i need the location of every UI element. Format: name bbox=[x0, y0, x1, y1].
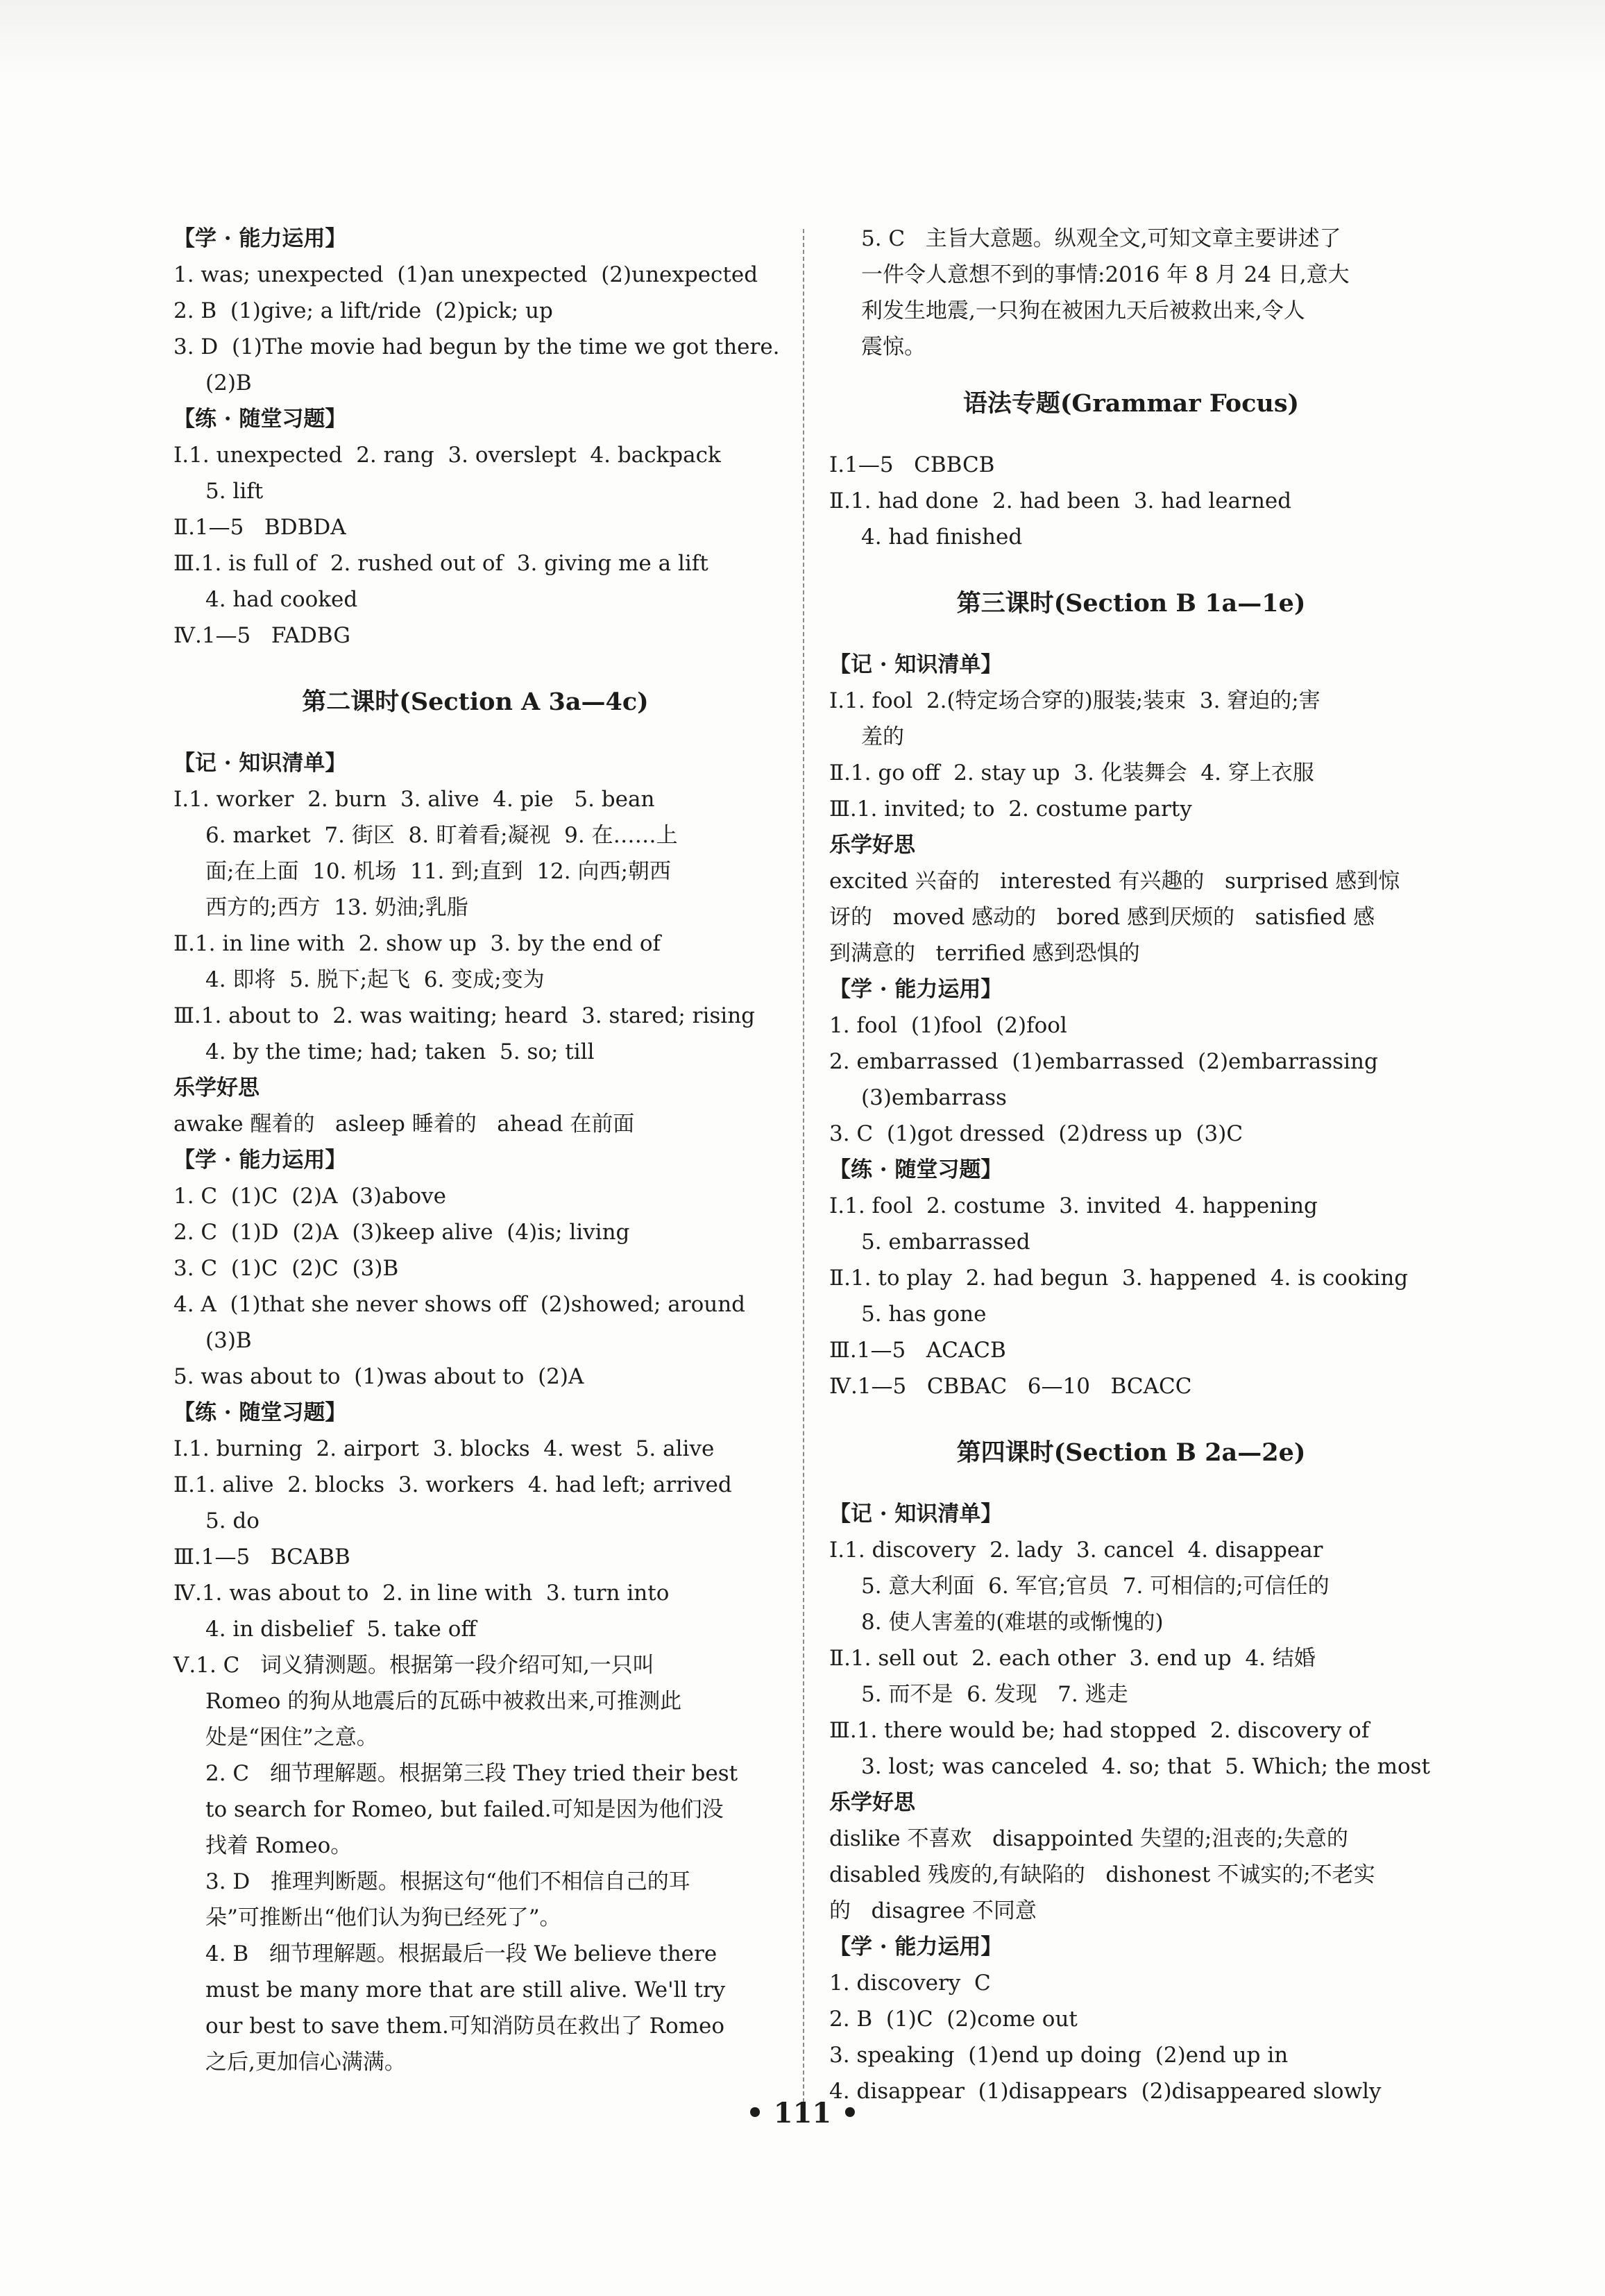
left-section-lesson2 bbox=[173, 745, 777, 2080]
answer-line: 西方的;西方 13. 奶油;乳脂 bbox=[205, 895, 468, 920]
answer-line: disabled 残废的,有缺陷的 dishonest 不诚实的;不老实 bbox=[829, 1862, 1375, 1887]
section-label: 【练 · 随堂习题】 bbox=[829, 1157, 1003, 1182]
answer-line: 1. was; unexpected (1)an unexpected (2)unexpected bbox=[173, 262, 758, 287]
answer-line: 5. embarrassed bbox=[861, 1230, 1030, 1255]
section-label: 乐学好思 bbox=[829, 833, 915, 858]
section-label: 乐学好思 bbox=[173, 1075, 260, 1100]
answer-line: Ⅰ.1. burning 2. airport 3. blocks 4. west 5. alive bbox=[173, 1436, 715, 1461]
section-label: 【学 · 能力运用】 bbox=[173, 1148, 347, 1173]
answer-line: dislike 不喜欢 disappointed 失望的;沮丧的;失意的 bbox=[829, 1826, 1348, 1851]
answer-line: 1. C (1)C (2)A (3)above bbox=[173, 1184, 446, 1209]
answer-line: Ⅲ.1. there would be; had stopped 2. discovery of bbox=[829, 1718, 1370, 1743]
answer-line: 之后,更加信心满满。 bbox=[205, 2050, 406, 2075]
answer-line: Ⅲ.1. invited; to 2. costume party bbox=[829, 797, 1192, 822]
answer-line: 一件令人意想不到的事情:2016 年 8 月 24 日,意大 bbox=[861, 262, 1350, 287]
answer-line: 朵”可推断出“他们认为狗已经死了”。 bbox=[205, 1905, 561, 1930]
answer-line: Ⅰ.1. worker 2. burn 3. alive 4. pie 5. bean bbox=[173, 787, 655, 812]
answer-line: Ⅱ.1. alive 2. blocks 3. workers 4. had left; arrived bbox=[173, 1472, 732, 1497]
lesson2-heading: 第二课时(Section A 3a—4c) bbox=[302, 688, 649, 716]
lesson4-heading: 第四课时(Section B 2a—2e) bbox=[956, 1438, 1306, 1467]
answer-line: Ⅳ.1—5 CBBAC 6—10 BCACC bbox=[829, 1374, 1192, 1399]
answer-line: 5. C 主旨大意题。纵观全文,可知文章主要讲述了 bbox=[861, 226, 1341, 251]
answer-line: Ⅲ.1. about to 2. was waiting; heard 3. stared; rising bbox=[173, 1003, 756, 1028]
answer-line: must be many more that are still alive. We'll try bbox=[205, 1978, 726, 2002]
answer-line: Romeo 的狗从地震后的瓦砾中被救出来,可推测此 bbox=[205, 1689, 682, 1714]
answer-line: 3. speaking (1)end up doing (2)end up in bbox=[829, 2043, 1289, 2068]
section-label: 【学 · 能力运用】 bbox=[829, 977, 1003, 1002]
answer-line: to search for Romeo, but failed.可知是因为他们没 bbox=[205, 1797, 724, 1822]
answer-line: Ⅳ.1. was about to 2. in line with 3. turn into bbox=[173, 1581, 670, 1606]
answer-line: 1. discovery C bbox=[829, 1971, 991, 1996]
grammar-focus-heading: 语法专题(Grammar Focus) bbox=[962, 389, 1300, 418]
answer-line: Ⅲ.1. is full of 2. rushed out of 3. giving me a lift bbox=[173, 551, 708, 576]
answer-line: Ⅱ.1. in line with 2. show up 3. by the end of bbox=[173, 931, 661, 956]
answer-line: 4. A (1)that she never shows off (2)showed; around bbox=[173, 1292, 746, 1317]
answer-line: Ⅰ.1. unexpected 2. rang 3. overslept 4. backpack bbox=[173, 443, 721, 468]
answer-line: Ⅱ.1. go off 2. stay up 3. 化装舞会 4. 穿上衣服 bbox=[829, 760, 1314, 785]
answer-line: 8. 使人害羞的(难堪的或惭愧的) bbox=[861, 1610, 1164, 1635]
section-label: 【练 · 随堂习题】 bbox=[173, 407, 347, 432]
answer-line: 4. had finished bbox=[861, 525, 1023, 550]
answer-line: 讶的 moved 感动的 bored 感到厌烦的 satisfied 感 bbox=[829, 905, 1375, 930]
answer-line: our best to save them.可知消防员在救出了 Romeo bbox=[205, 2014, 725, 2039]
section-label: 【记 · 知识清单】 bbox=[173, 751, 347, 776]
answer-line: Ⅱ.1. sell out 2. each other 3. end up 4. 结婚 bbox=[829, 1646, 1316, 1671]
answer-line: Ⅱ.1. had done 2. had been 3. had learned bbox=[829, 488, 1292, 513]
answer-line: Ⅴ.1. C 词义猜测题。根据第一段介绍可知,一只叫 bbox=[173, 1653, 654, 1678]
answer-line: Ⅰ.1. fool 2.(特定场合穿的)服装;装束 3. 窘迫的;害 bbox=[829, 688, 1320, 713]
answer-line: 5. 意大利面 6. 军官;官员 7. 可相信的;可信任的 bbox=[861, 1574, 1330, 1599]
answer-line: 6. market 7. 街区 8. 盯着看;凝视 9. 在……上 bbox=[205, 823, 678, 848]
answer-line: 5. has gone bbox=[861, 1302, 987, 1327]
answer-line: 的 disagree 不同意 bbox=[829, 1898, 1037, 1923]
answer-line: 找着 Romeo。 bbox=[205, 1833, 353, 1858]
right-column bbox=[829, 221, 1433, 2109]
answer-line: 5. was about to (1)was about to (2)A bbox=[173, 1364, 584, 1389]
answer-line: 到满意的 terrified 感到恐惧的 bbox=[829, 941, 1140, 966]
answer-line: Ⅱ.1—5 BDBDA bbox=[173, 515, 346, 540]
answer-line: 3. D 推理判断题。根据这句“他们不相信自己的耳 bbox=[205, 1869, 690, 1894]
page-number: • 111 • bbox=[746, 2097, 859, 2129]
answer-line: 3. C (1)got dressed (2)dress up (3)C bbox=[829, 1121, 1243, 1146]
answer-line: 2. B (1)give; a lift/ride (2)pick; up bbox=[173, 298, 553, 323]
answer-line: 5. lift bbox=[205, 479, 264, 504]
answer-line: Ⅱ.1. to play 2. had begun 3. happened 4. is cooking bbox=[829, 1266, 1409, 1291]
section-label: 【学 · 能力运用】 bbox=[829, 1934, 1003, 1959]
answer-line: 2. B (1)C (2)come out bbox=[829, 2007, 1078, 2032]
right-section-grammar bbox=[829, 447, 1433, 555]
left-column bbox=[173, 221, 780, 2080]
section-label: 【记 · 知识清单】 bbox=[829, 652, 1003, 677]
answer-line: 1. fool (1)fool (2)fool bbox=[829, 1013, 1067, 1038]
answer-line: 4. disappear (1)disappears (2)disappeared slowly bbox=[829, 2079, 1382, 2104]
answer-line: 羞的 bbox=[861, 724, 904, 749]
answer-line: 3. lost; was canceled 4. so; that 5. Which; the most bbox=[861, 1754, 1431, 1779]
answer-line: 2. C 细节理解题。根据第三段 They tried their best bbox=[205, 1761, 738, 1786]
left-section-lesson1-tail bbox=[173, 221, 780, 654]
answer-line: 4. in disbelief 5. take off bbox=[205, 1617, 477, 1642]
answer-line: Ⅰ.1—5 CBBCB bbox=[829, 452, 995, 477]
answer-line: 3. C (1)C (2)C (3)B bbox=[173, 1256, 399, 1281]
answer-line: 4. had cooked bbox=[205, 587, 358, 612]
column-divider bbox=[803, 229, 804, 2102]
answer-line: 处是“困住”之意。 bbox=[205, 1725, 378, 1750]
right-section-reading-tail bbox=[829, 221, 1433, 365]
answer-line: Ⅲ.1—5 BCABB bbox=[173, 1545, 350, 1570]
lesson3-heading: 第三课时(Section B 1a—1e) bbox=[956, 589, 1306, 618]
answer-line: Ⅰ.1. discovery 2. lady 3. cancel 4. disappear bbox=[829, 1538, 1323, 1563]
section-label: 乐学好思 bbox=[829, 1790, 915, 1815]
answer-line: 5. do bbox=[205, 1508, 260, 1533]
answer-line: (3)B bbox=[205, 1328, 252, 1353]
answer-line: 面;在上面 10. 机场 11. 到;直到 12. 向西;朝西 bbox=[205, 859, 671, 884]
answer-line: 3. D (1)The movie had begun by the time we got there. bbox=[173, 334, 780, 359]
answer-line: 5. 而不是 6. 发现 7. 逃走 bbox=[861, 1682, 1128, 1707]
answer-line: Ⅳ.1—5 FADBG bbox=[173, 623, 351, 648]
section-label: 【记 · 知识清单】 bbox=[829, 1502, 1003, 1527]
right-section-lesson3 bbox=[829, 647, 1433, 1404]
answer-line: 4. 即将 5. 脱下;起飞 6. 变成;变为 bbox=[205, 967, 545, 992]
answer-line: excited 兴奋的 interested 有兴趣的 surprised 感到惊 bbox=[829, 869, 1400, 894]
answer-line: 2. embarrassed (1)embarrassed (2)embarrassing bbox=[829, 1049, 1378, 1074]
answer-line: Ⅲ.1—5 ACACB bbox=[829, 1338, 1006, 1363]
answer-line: (3)embarrass bbox=[861, 1085, 1007, 1110]
answer-line: 4. by the time; had; taken 5. so; till bbox=[205, 1039, 595, 1064]
answer-line: Ⅰ.1. fool 2. costume 3. invited 4. happening bbox=[829, 1193, 1318, 1218]
answer-line: 4. B 细节理解题。根据最后一段 We believe there bbox=[205, 1941, 717, 1966]
answer-line: 2. C (1)D (2)A (3)keep alive (4)is; living bbox=[173, 1220, 630, 1245]
right-section-lesson4 bbox=[829, 1496, 1433, 2109]
scan-top-shade bbox=[0, 0, 1605, 83]
answer-line: 利发生地震,一只狗在被困九天后被救出来,令人 bbox=[861, 298, 1305, 323]
answer-line: 震惊。 bbox=[861, 334, 926, 359]
answer-line: awake 醒着的 asleep 睡着的 ahead 在前面 bbox=[173, 1112, 635, 1137]
section-label: 【练 · 随堂习题】 bbox=[173, 1400, 347, 1425]
answer-line: (2)B bbox=[205, 371, 252, 396]
section-label: 【学 · 能力运用】 bbox=[173, 226, 347, 251]
